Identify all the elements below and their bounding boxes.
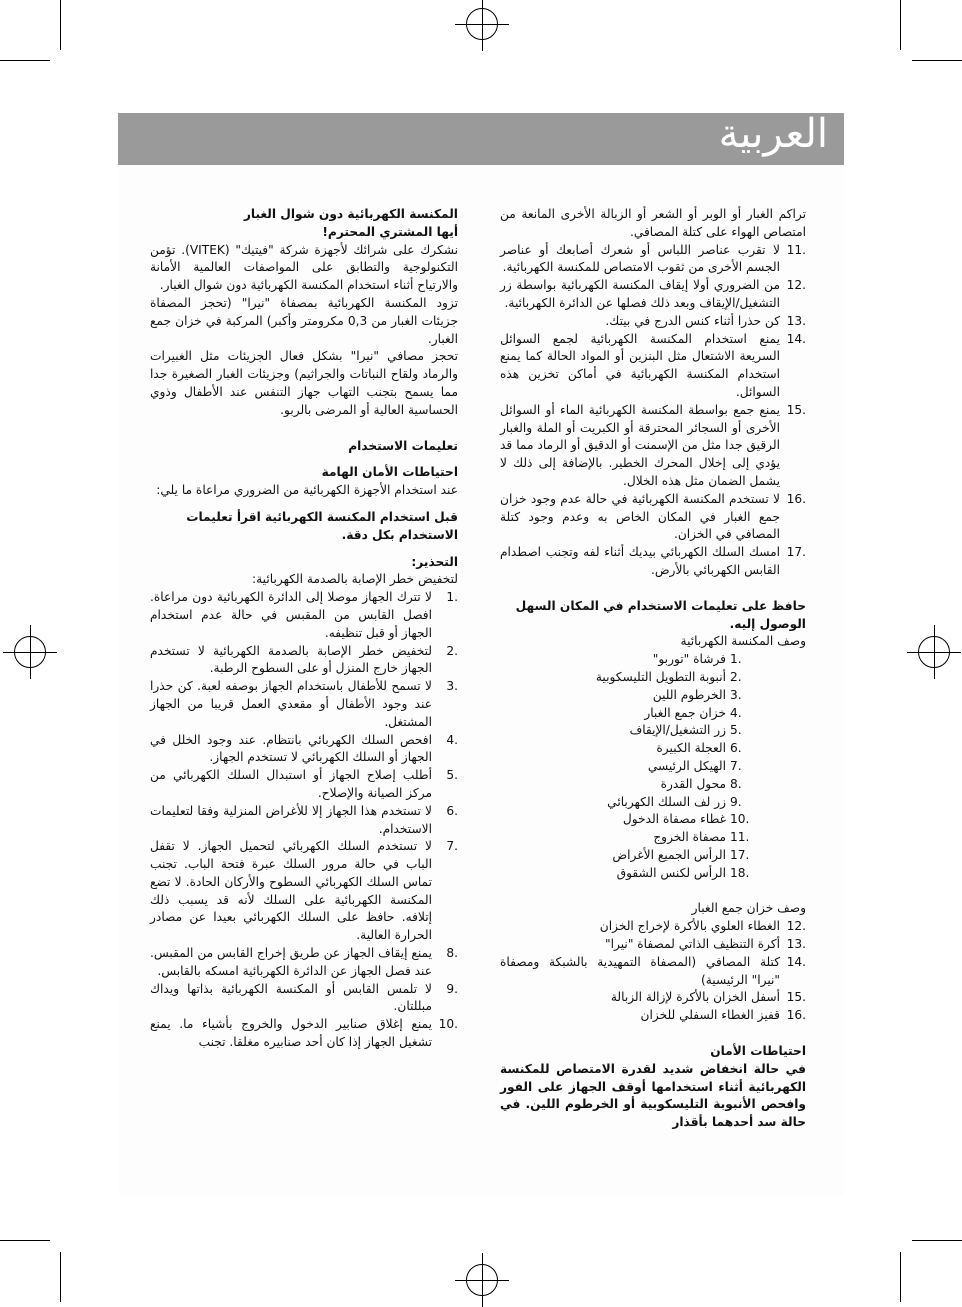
list-item: 14. يمنع استخدام المكنسة الكهربائية لجمع السوائل السريعة الاشتعال مثل البنزين أو المواد الحالة كما يمنع استخدام المكنسة الكهربائية في أماكن تخزين هذه السوائل. xyxy=(500,331,806,399)
list-item: 6. لا تستخدم هذا الجهاز إلا للأغراض المنزلية وفقا لتعليمات الاستخدام. xyxy=(150,803,458,836)
list-item: 8. يمنع إيقاف الجهاز عن طريق إخراج القابس من المقبس. عند فصل الجهاز عن الدائرة الكهربائية امسكه بالقابس. xyxy=(150,946,458,978)
list-item: 10. غطاء مصفاة الدخول xyxy=(622,812,750,827)
list-item: 1. فرشاة "توربو" xyxy=(652,652,742,667)
intro-continuation: تراكم الغبار أو الوبر أو الشعر أو الزبالة الأخرى المانعة من امتصاص الهواء على كتلة المصافي. xyxy=(500,207,806,239)
list-item: 11. لا تقرب عناصر اللباس أو شعرك أصابعك أو عناصر الجسم الأخرى من ثقوب الامتصاص للمكنسة الكهربائية. xyxy=(500,242,806,275)
crop-mark xyxy=(60,1252,61,1302)
crop-mark xyxy=(900,0,901,50)
product-title: المكنسة الكهربائية دون شوال الغبار xyxy=(243,207,458,221)
safety-list-continued xyxy=(500,242,806,580)
registration-mark-icon xyxy=(918,636,950,668)
list-item: 16. لا تستخدم المكنسة الكهربائية في حالة عدم وجود خزان جمع الغبار في المكان الخاص به وعدم وجود كتلة المصافي في الخزان. xyxy=(500,491,806,542)
list-item: 7. لا تستخدم السلك الكهربائي لتحميل الجهاز. لا تقفل الباب في حالة مرور السلك عبرة فتحة الباب. تجنب تماس السلك الكهربائي السطوح والأركان الحادة. لا تضع المكنسة الكهربائية على السلك لأنه قد يسبب ذلك إتلافه. حافظ على السلك الكهربائي بعيدا عن مصادر الحرارة العالية. xyxy=(150,839,458,943)
list-item: 2. لتخفيض خطر الإصابة بالصدمة الكهربائية لا تستخدم الجهاز خارج المنزل أو على السطوح الرطبة. xyxy=(150,643,458,676)
read-notice: قبل استخدام المكنسة الكهربائية اقرأ تعليمات الاستخدام بكل دقة. xyxy=(186,509,458,542)
right-column xyxy=(500,206,806,1132)
description-title: وصف المكنسة الكهربائية xyxy=(680,634,806,649)
keep-instructions-note: حافظ على تعليمات الاستخدام في المكان السهل الوصول إليه. xyxy=(515,598,806,631)
registration-mark-icon xyxy=(466,1264,498,1296)
list-item: 5. زر التشغيل/الإيقاف xyxy=(629,723,742,738)
list-item: 10. يمنع إغلاق صنابير الدخول والخروج بأشياء ما. يمنع تشغيل الجهاز إذا كان أحد صنابيره مغلقا. تجنب xyxy=(150,1017,458,1050)
list-item: 16. قفيز الغطاء السفلي للخزان xyxy=(640,1008,806,1023)
language-banner xyxy=(118,113,844,165)
crop-mark xyxy=(60,0,61,50)
crop-mark xyxy=(912,60,962,61)
list-item: 13. أكرة التنظيف الذاتي لمصفاة "نيرا" xyxy=(605,937,806,952)
left-column xyxy=(150,206,458,1052)
list-item: 4. افحص السلك الكهربائي بانتظام. عند وجود الخلل في الجهاز أو السلك الكهربائي لا تستخدم الجهاز. xyxy=(150,732,458,765)
list-item: 9. لا تلمس القابس أو المكنسة الكهربائية بذاتها ويداك مبللتان. xyxy=(150,981,458,1014)
list-item: 3. لا تسمح للأطفال باستخدام الجهاز بوصفه لعبة. كن حذرا عند وجود الأطفال أو مقعدي العمل قريبا من الجهاز المشتغل. xyxy=(150,679,458,729)
crop-mark xyxy=(0,1240,50,1241)
important-safety-heading: احتياطات الأمان الهامة xyxy=(321,465,458,480)
list-item: 9. زر لف السلك الكهربائي xyxy=(607,794,742,809)
list-item: 3. الخرطوم اللين xyxy=(652,687,742,702)
tank-parts-list xyxy=(500,918,806,1025)
filter-paragraph: تزود المكنسة الكهربائية بمصفاة "نيرا" (تحجز المصفاة جزيئات الغبار من 0,3 مكرومتر وأكبر) المركبة في خزان جمع الغبار. xyxy=(150,295,458,346)
parts-list xyxy=(500,651,806,882)
list-item: 13. كن حذرا أثناء كنس الدرج في بيتك. xyxy=(605,313,806,328)
safety-intro: عند استخدام الأجهزة الكهربائية من الضروري مراعاة ما يلي: xyxy=(156,483,458,498)
list-item: 17. الرأس الجميع الأغراض xyxy=(612,847,750,862)
list-item: 15. أسفل الخزان بالأكرة لإزالة الزبالة xyxy=(610,990,806,1005)
warning-heading: التحذير: xyxy=(411,554,458,569)
list-item: 1. لا تترك الجهاز موصلا إلى الدائرة الكهربائية دون مراعاة. افصل القابس من المقبس في حالة عدم استخدام الجهاز أو قبل تنظيفه. xyxy=(150,590,458,640)
list-item: 6. العجلة الكبيرة xyxy=(656,741,742,756)
safety-paragraph: في حالة انخفاض شديد لقدرة الامتصاص للمكنسة الكهربائية أثناء استخدامها أوقف الجهاز على الفور وافحص الأنبوبة التليسكوبية أو الخرطوم اللين. في حالة سد أحدهما بأقذار xyxy=(500,1061,806,1130)
warning-intro: لتخفيض خطر الإصابة بالصدمة الكهربائية: xyxy=(252,572,458,587)
list-item: 12. من الضروري أولا إيقاف المكنسة الكهربائية بواسطة زر التشغيل/الإيقاف وبعد ذلك فصلها عن الدائرة الكهربائية. xyxy=(500,278,806,310)
list-item: 14. كتلة المصافي (المصفاة التمهيدية بالشبكة ومصفاة "نيرا" الرئيسية) xyxy=(500,954,806,987)
list-item: 11. مصفاة الخروج xyxy=(653,830,750,845)
page-title: العربية xyxy=(718,111,828,157)
list-item: 7. الهيكل الرئيسي xyxy=(647,758,742,773)
tank-description-title: وصف خزان جمع الغبار xyxy=(691,901,806,916)
list-item: 4. خزان جمع الغبار xyxy=(644,705,742,720)
list-item: 17. امسك السلك الكهربائي بيديك أثناء لفه وتجنب اصطدام القابس الكهربائي بالأرض. xyxy=(500,545,806,577)
list-item: 5. أطلب إصلاح الجهاز أو استبدال السلك الكهربائي من مركز الصيانة والإصلاح. xyxy=(150,768,458,800)
registration-mark-icon xyxy=(14,636,46,668)
intro-paragraph: نشكرك على شرائك لأجهزة شركة "فيتيك" (VITEK). تؤمن التكنولوجية والتطابق على المواصفات العالمية الأمانة والارتياح أثناء استخدام المكنسة الكهربائية دون شوال الغبار. xyxy=(150,242,458,293)
list-item: 15. يمنع جمع بواسطة المكنسة الكهربائية الماء أو السوائل الأخرى أو السجائر المحترقة أو الكبريت أو الملة والغبار الرقيق جدا مثل من الإسمنت أو الدقيق أو الرماد مما قد يؤدي إلى إخلال المحرك الخطير. بالإضافة إلى ذلك لا يشمل الضمان مثل هذه الخلال. xyxy=(500,402,806,488)
greeting: أيها المشتري المحترم! xyxy=(322,224,458,239)
list-item: 2. أنبوبة التطويل التليسكوبية xyxy=(595,669,742,684)
crop-mark xyxy=(0,60,50,61)
warning-list xyxy=(150,589,458,1052)
list-item: 18. الرأس لكنس الشقوق xyxy=(616,865,750,880)
crop-mark xyxy=(912,1240,962,1241)
filter-paragraph-2: تحجز مصافي "نيرا" بشكل فعال الجزيئات مثل الغبيرات والرماد ولقاح النباتات والجراثيم) وجزيئات الغبار الصغيرة جدا مما يسمح بتجنب التهاب جهاز التنفس عند الأطفال وذوي الحساسية العالية أو المرضى بالربو. xyxy=(150,349,458,417)
safety-heading: احتياطات الأمان xyxy=(710,1044,806,1059)
list-item: 12. الغطاء العلوي بالأكرة لإخراج الخزان xyxy=(599,919,806,934)
registration-mark-icon xyxy=(466,8,498,40)
usage-heading: تعليمات الاستخدام xyxy=(348,438,458,453)
crop-mark xyxy=(900,1252,901,1302)
list-item: 8. محول القدرة xyxy=(660,776,742,791)
